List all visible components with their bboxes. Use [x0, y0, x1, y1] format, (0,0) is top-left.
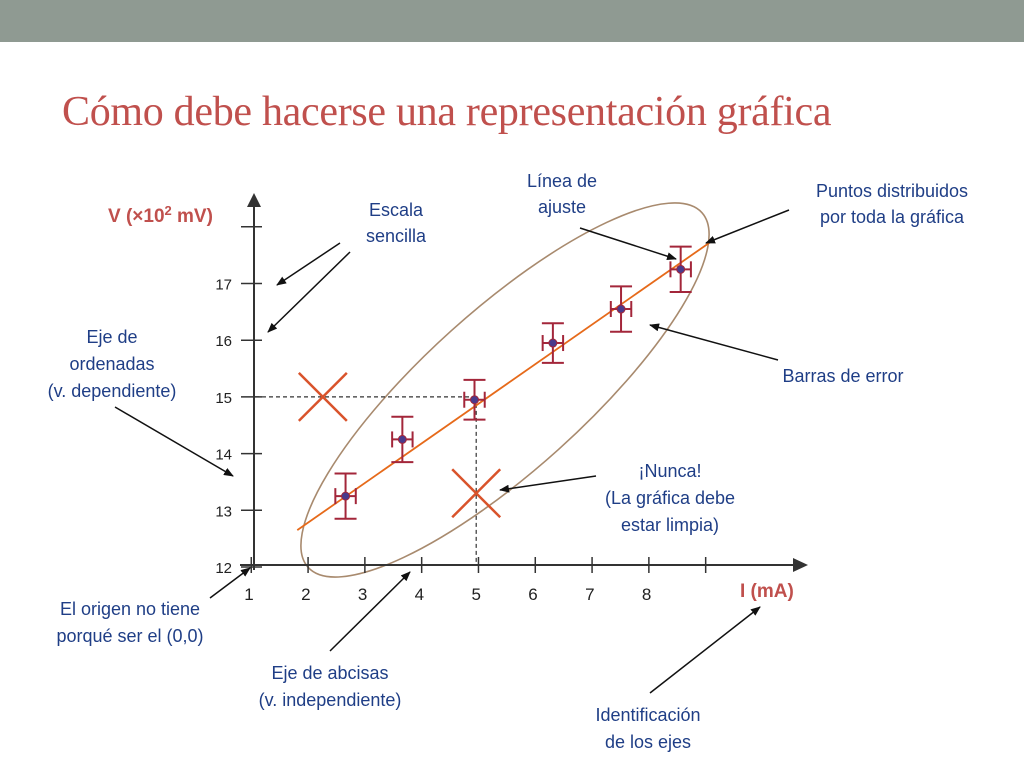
y-tick-label: 13 [215, 503, 232, 521]
x-axis-label: I (mA) [740, 581, 794, 602]
annotation-linea-1: Línea de [526, 171, 598, 191]
annotation-abcisas-1: Eje de abcisas [271, 663, 389, 683]
x-tick-label: 6 [528, 585, 538, 604]
point-marker [549, 339, 557, 347]
annotation-origen-2: porqué ser el (0,0) [56, 626, 204, 646]
arrow-linea [580, 228, 676, 259]
annotation-ordenadas-3: (v. dependiente) [47, 381, 177, 401]
annotation-ordenadas-2: ordenadas [69, 354, 155, 374]
annotation-escala-1: Escala [368, 200, 424, 220]
annotation-ordenadas-1: Eje de [86, 327, 138, 347]
x-tick-label: 8 [641, 585, 652, 604]
y-tick-label: 17 [215, 276, 232, 294]
fit-line [297, 241, 712, 530]
x-axis [240, 558, 808, 572]
arrow-escala-1 [277, 243, 340, 285]
arrow-abcisas [330, 572, 410, 651]
y-axis [247, 193, 261, 570]
annotation-nunca-1: ¡Nunca! [638, 461, 702, 481]
point-marker [470, 396, 478, 404]
annotation-nunca-3: estar limpia) [620, 515, 720, 535]
x-tick-label: 7 [585, 585, 595, 604]
annotation-escala-2: sencilla [365, 226, 427, 246]
data-point [670, 247, 692, 292]
y-axis-label: V ($\times 10^2$ mV) [108, 203, 213, 227]
point-marker [677, 265, 685, 273]
annotation-linea-2: ajuste [537, 197, 587, 217]
y-tick-label: 16 [215, 333, 232, 351]
annotation-barras: Barras de error [782, 366, 904, 386]
data-point [335, 473, 357, 518]
annotation-origen-1: El origen no tiene [59, 599, 201, 619]
annotation-identificacion-2: de los ejes [604, 732, 692, 752]
x-tick-label: 4 [414, 585, 425, 604]
annotation-abcisas-2: (v. independiente) [258, 690, 402, 710]
arrow-ordenadas [115, 407, 233, 476]
slide-title: Cómo debe hacerse una representación gráfica [62, 89, 832, 135]
arrow-barras [650, 325, 778, 360]
y-tick-label: 12 [215, 560, 232, 577]
annotation-identificacion-1: Identificación [595, 705, 701, 725]
y-axis-arrow [247, 193, 261, 207]
annotation-puntos-1: Puntos distribuidos [815, 181, 969, 201]
annotation-nunca-2: (La gráfica debe [604, 488, 736, 508]
data-point [391, 417, 413, 462]
x-axis-arrow [793, 558, 808, 572]
x-tick-label: 3 [357, 585, 368, 604]
data-point [610, 286, 632, 331]
arrow-puntos [706, 210, 789, 243]
point-marker [617, 305, 625, 313]
data-point [463, 380, 485, 420]
arrow-identificacion [650, 607, 760, 693]
point-marker [342, 492, 350, 500]
annotation-puntos-2: por toda la gráfica [819, 207, 965, 227]
point-marker [398, 435, 406, 443]
arrow-nunca [500, 476, 596, 490]
y-tick-label: 15 [215, 389, 232, 407]
x-tick-label: 5 [471, 585, 481, 604]
x-tick-label: 2 [301, 585, 311, 604]
y-tick-label: 14 [215, 446, 232, 464]
x-tick-label: 1 [244, 585, 254, 604]
